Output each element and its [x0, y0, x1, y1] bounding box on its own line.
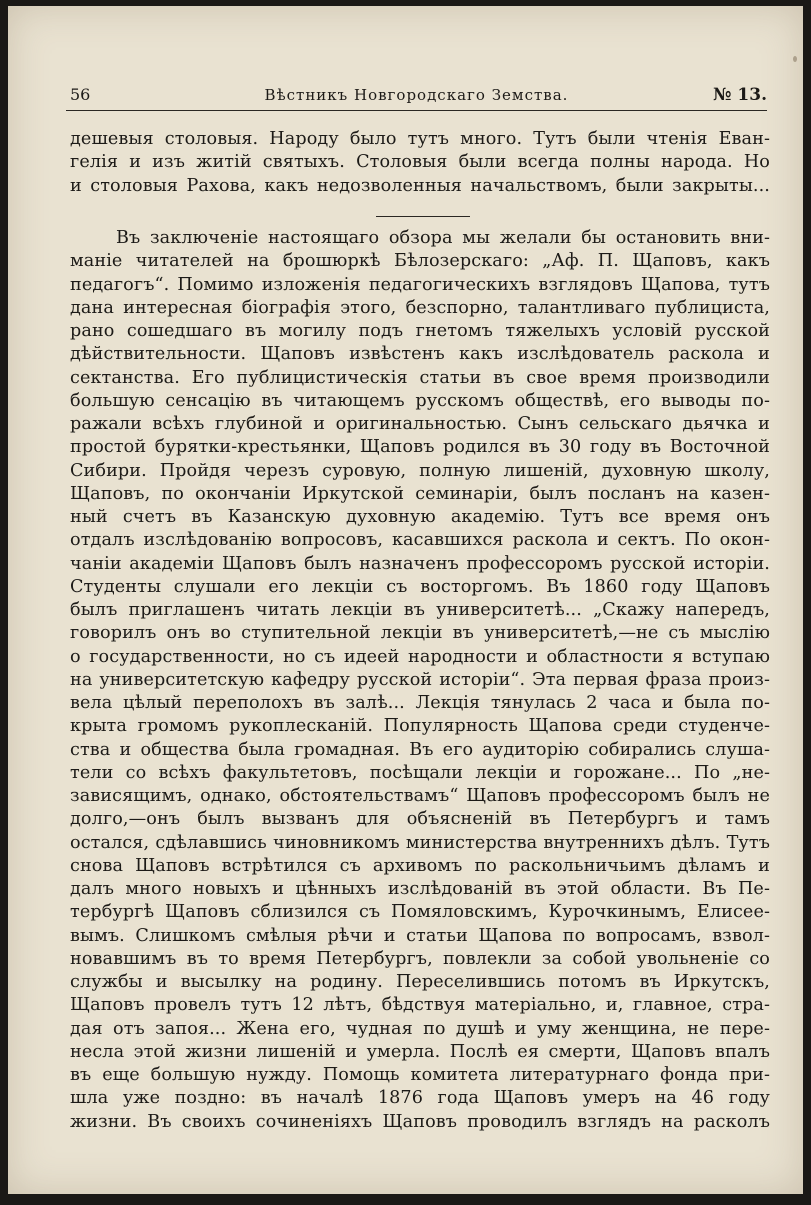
text-line: гелія и изъ житій святыхъ. Столовыя были всегда полны народа. Но [70, 152, 770, 173]
text-line: тели со всѣхъ факультетовъ, посѣщали лекціи и горожане... По „не- [70, 762, 770, 783]
text-line: долго,—онъ былъ вызванъ для объясненій въ Петербургъ и тамъ [70, 809, 770, 830]
text-line: службы и высылку на родину. Переселившись потомъ въ Иркутскъ, [70, 972, 770, 992]
text-line: далъ много новыхъ и цѣнныхъ изслѣдованій въ этой области. Въ Пе- [70, 879, 770, 899]
paper-mark [793, 56, 797, 62]
main-paragraph [70, 227, 770, 1134]
text-line: ный счетъ въ Казанскую духовную академію. Тутъ все время онъ [70, 507, 770, 527]
text-line: тербургѣ Щаповъ сблизился съ Помяловскимъ, Курочкинымъ, Елисее- [70, 902, 770, 923]
text-line: Сибири. Пройдя черезъ суровую, полную лишеній, духовную школу, [70, 460, 770, 481]
text-line: маніе читателей на брошюркѣ Бѣлозерскаго: „Аф. П. Щаповъ, какъ [70, 251, 770, 272]
book-page [8, 6, 803, 1194]
issue-number: № 13. [713, 85, 767, 105]
text-line: новавшимъ въ то время Петербургъ, повлекли за собой увольненіе со [70, 948, 770, 969]
running-header [66, 84, 767, 111]
text-line: и столовыя Рахова, какъ недозволенныя начальствомъ, были закрыты... [70, 175, 770, 196]
page-number: 56 [70, 85, 91, 104]
text-line: отдалъ изслѣдованію вопросовъ, касавшихся раскола и сектъ. По окон- [70, 530, 770, 551]
text-line: Студенты слушали его лекціи съ восторгомъ. Въ 1860 году Щаповъ [70, 576, 770, 597]
section-divider [376, 216, 470, 217]
text-line: дана интересная біографія этого, безспорно, талантливаго публициста, [70, 297, 770, 318]
text-line: дая отъ запоя... Жена его, чудная по душѣ и уму женщина, не пере- [70, 1018, 770, 1039]
text-line: большую сенсацію въ читающемъ русскомъ обществѣ, его выводы по- [70, 390, 770, 411]
text-line: сектанства. Его публицистическія статьи въ свое время производили [70, 367, 770, 388]
text-line: былъ приглашенъ читать лекціи въ университетѣ... „Скажу напередъ, [70, 600, 770, 620]
text-line: въ еще большую нужду. Помощь комитета литературнаго фонда при- [70, 1065, 770, 1085]
text-line: дѣйствительности. Щаповъ извѣстенъ какъ изслѣдователь раскола и [70, 344, 770, 365]
text-line: о государственности, но съ идеей народности и областности я вступаю [70, 646, 770, 667]
text-line: педагогъ“. Помимо изложенія педагогическихъ взглядовъ Щапова, тутъ [70, 274, 770, 295]
text-line: зависящимъ, однако, обстоятельствамъ“ Щаповъ профессоромъ былъ не [70, 786, 770, 806]
journal-title: Вѣстникъ Новгородскаго Земства. [264, 86, 569, 104]
text-line: простой бурятки-крестьянки, Щаповъ родился въ 30 году въ Восточной [70, 437, 770, 458]
text-line: крыта громомъ рукоплесканій. Популярность Щапова среди студенче- [70, 716, 770, 737]
intro-paragraph [70, 128, 770, 198]
text-line: вела цѣлый переполохъ въ залѣ... Лекція тянулась 2 часа и была по- [70, 693, 770, 713]
text-line: несла этой жизни лишеній и умерла. Послѣ ея смерти, Щаповъ впалъ [70, 1041, 770, 1062]
text-line: остался, сдѣлавшись чиновникомъ министерства внутреннихъ дѣлъ. Тутъ [70, 832, 770, 853]
text-line: чаніи академіи Щаповъ былъ назначенъ профессоромъ русской исторіи. [70, 553, 770, 574]
text-line: вымъ. Слишкомъ смѣлыя рѣчи и статьи Щапова по вопросамъ, взвол- [70, 925, 770, 946]
text-line: Щаповъ, по окончаніи Иркутской семинаріи, былъ посланъ на казен- [70, 483, 770, 504]
text-line: снова Щаповъ встрѣтился съ архивомъ по раскольничьимъ дѣламъ и [70, 855, 770, 876]
text-line: Въ заключеніе настоящаго обзора мы желали бы остановить вни- [116, 228, 770, 248]
text-line: Щаповъ провелъ тутъ 12 лѣтъ, бѣдствуя матеріально, и, главное, стра- [70, 995, 770, 1016]
text-line: ства и общества была громадная. Въ его аудиторію собирались слуша- [70, 739, 770, 760]
text-line: дешевыя столовыя. Народу было тутъ много. Тутъ были чтенія Еван- [70, 129, 770, 149]
text-line: шла уже поздно: въ началѣ 1876 года Щаповъ умеръ на 46 году [70, 1088, 770, 1109]
text-line: ражали всѣхъ глубиной и оригинальностью. Сынъ сельскаго дьячка и [70, 414, 770, 434]
text-line: на университетскую кафедру русской исторіи“. Эта первая фраза произ- [70, 669, 770, 690]
text-line: жизни. Въ своихъ сочиненіяхъ Щаповъ проводилъ взглядъ на расколъ [70, 1111, 770, 1132]
text-line: рано сошедшаго въ могилу подъ гнетомъ тяжелыхъ условій русской [70, 321, 770, 341]
text-line: говорилъ онъ во ступительной лекціи въ университетѣ,—не съ мыслію [70, 623, 770, 644]
